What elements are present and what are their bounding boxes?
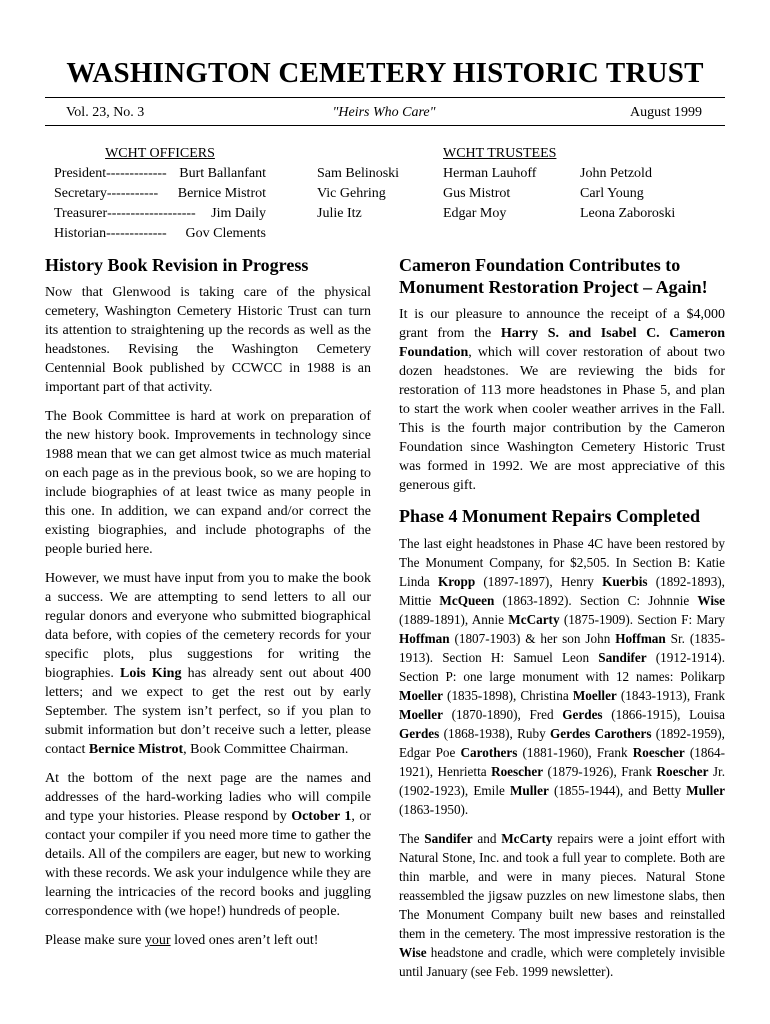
surname-bold: Roescher xyxy=(491,764,544,779)
trustee-name: Carl Young xyxy=(580,186,644,201)
history-p3-name-lois: Lois King xyxy=(120,666,182,681)
officer-row xyxy=(54,204,266,224)
trustee-name: Gus Mistrot xyxy=(443,186,511,201)
trustee-name: Edgar Moy xyxy=(443,206,507,221)
officer-leader: ----------- xyxy=(106,186,159,201)
cameron-foundation-name: Harry S. and Isabel C. Cameron Foundation xyxy=(399,326,725,360)
surname-bold: Wise xyxy=(697,593,725,608)
officer-leader: ------------- xyxy=(106,166,167,181)
trustee-name: Herman Lauhoff xyxy=(443,166,537,181)
trustees-header: WCHT TRUSTEES xyxy=(443,146,557,161)
masthead-rule-top xyxy=(45,97,725,98)
paragraph-text: (1889-1891), Annie xyxy=(399,612,509,627)
surname-bold: McCarty xyxy=(501,831,553,846)
history-p5-text: loved ones aren’t left out! xyxy=(170,933,319,948)
issue-motto xyxy=(66,104,702,122)
officer-name: Gov Clements xyxy=(185,226,266,241)
history-p3-text: However, we must have input from you to make the book a success. We are attempting to send letters to all our regular donors and everyone who submitted biographical data before, with copies of the cemetery records for your specific plots, plus suggestions for writing the biographies. xyxy=(45,571,371,681)
paragraph-text: (1868-1938), Ruby xyxy=(439,726,550,741)
history-p4-deadline: October 1 xyxy=(291,809,352,824)
paragraph-text: (1912-1914). Section P: one large monument with 12 names: Polikarp xyxy=(399,650,725,684)
history-paragraph-2: The Book Committee is hard at work on preparation of the new history book. Improvements in technology since 1988 mean that we can get almost twice as much material on each page as in the previous book, so we are hoping to include biographies of at least twice as many people in this one. In addition, we can expand and/or correct the existing biographies, and include photographs of the people buried here. xyxy=(45,409,371,557)
cameron-paragraph xyxy=(399,305,725,495)
issue-volume: Vol. 23, No. 3 xyxy=(66,105,145,120)
surname-bold: Moeller xyxy=(572,688,617,703)
paragraph-text: Jr. (1902-1923), Emile xyxy=(399,764,726,798)
masthead-rule-bottom xyxy=(45,125,725,126)
issue-info-row xyxy=(66,104,702,122)
surname-bold: McQueen xyxy=(439,593,495,608)
surname-bold: Moeller xyxy=(399,707,443,722)
history-p5-text: Please make sure xyxy=(45,933,145,948)
surname-bold: McCarty xyxy=(508,612,560,627)
trustee-name: Sam Belinoski xyxy=(317,166,400,181)
paragraph-text: (1863-1892). Section C: Johnnie xyxy=(494,593,698,608)
surname-bold: Moeller xyxy=(399,688,443,703)
officer-role: Historian xyxy=(54,226,107,241)
paragraph-text: (1892-1959), Edgar Poe xyxy=(399,726,725,760)
paragraph-text: (1863-1950). xyxy=(399,802,469,817)
paragraph-text: repairs were a joint effort with Natural Stone, Inc. and took a full year to complete. Both are thin marble, and were in many pieces. Natural Stone reassembled the jigsaw puzzles on new limestone slabs, then The Monument Company built new bases and reinstalled them in the cemetery. The most impressive restoration is the xyxy=(399,831,725,941)
masthead-title: WASHINGTON CEMETERY HISTORIC TRUST xyxy=(66,57,704,89)
history-paragraph-4 xyxy=(45,769,371,921)
trustees-column-3 xyxy=(580,164,675,224)
surname-bold: Muller xyxy=(509,783,549,798)
surname-bold: Roescher xyxy=(632,745,685,760)
surname-bold: Kuerbis xyxy=(602,574,648,589)
history-p5-underlined: your xyxy=(144,933,171,948)
history-article-title: History Book Revision in Progress xyxy=(45,255,309,275)
surname-bold: Roescher xyxy=(656,764,709,779)
right-column xyxy=(399,254,725,991)
officer-leader: ------------------- xyxy=(107,206,196,221)
officer-name: Bernice Mistrot xyxy=(177,186,266,201)
history-p3-name-bernice: Bernice Mistrot xyxy=(88,742,184,757)
paragraph-text: (1866-1915), Louisa xyxy=(602,707,725,722)
paragraph-text: (1870-1890), Fred xyxy=(442,707,563,722)
history-paragraph-3 xyxy=(45,569,371,759)
cameron-text: It is our pleasure to announce the receipt of a $4,000 grant from the xyxy=(399,307,725,341)
officer-row xyxy=(54,184,266,204)
paragraph-text: (1879-1926), Frank xyxy=(543,764,657,779)
surname-bold: Wise xyxy=(399,945,427,960)
phase4-paragraph-2 xyxy=(399,829,725,981)
paragraph-text: headstone and cradle, which were completely invisible until January (see Feb. 1999 newsletter). xyxy=(399,945,725,979)
history-paragraph-1: Now that Glenwood is taking care of the physical cemetery, Washington Cemetery Historic Trust can turn its attention to straightening up the records as well as the headstones. Revising the Washington Cemetery Centennial Book published by CCWCC in 1988 is an important part of that activity. xyxy=(45,285,371,395)
history-article xyxy=(45,254,371,960)
trustee-name: John Petzold xyxy=(580,166,652,181)
cameron-article-title: Cameron Foundation Contributes to Monument Restoration Project – Again! xyxy=(399,255,708,297)
surname-bold: Carothers xyxy=(460,745,518,760)
history-p3-text: , Book Committee Chairman. xyxy=(183,742,349,757)
trustees-column-2 xyxy=(443,164,536,224)
paragraph-text: (1855-1944), and Betty xyxy=(548,783,687,798)
surname-bold: Sandifer xyxy=(424,831,473,846)
surname-bold: Sandifer xyxy=(598,650,647,665)
paragraph-text: (1897-1897), Henry xyxy=(475,574,603,589)
paragraph-text: Sr. (1835-1913). Section H: Samuel Leon xyxy=(399,631,725,665)
officer-row xyxy=(54,164,266,184)
issue-motto-text: "Heirs Who Care" xyxy=(332,105,436,120)
surname-bold: Gerdes xyxy=(399,726,440,741)
officer-name: Jim Daily xyxy=(211,206,266,221)
paragraph-text: and xyxy=(472,831,502,846)
officer-leader: ------------- xyxy=(106,226,167,241)
surname-bold: Muller xyxy=(686,783,725,798)
paragraph-text: (1807-1903) & her son John xyxy=(449,631,616,646)
phase4-paragraph-1 xyxy=(399,534,725,819)
officer-role: Secretary xyxy=(54,186,107,201)
trustee-name: Vic Gehring xyxy=(317,186,386,201)
issue-date: August 1999 xyxy=(630,105,702,120)
surname-bold: Kropp xyxy=(438,574,476,589)
trustees-column-1 xyxy=(317,164,399,224)
history-p4-text: At the bottom of the next page are the names and addresses of the hard-working ladies who will compile and type your histories. Please respond by xyxy=(45,771,371,824)
trustee-name: Julie Itz xyxy=(317,206,362,221)
officers-header: WCHT OFFICERS xyxy=(105,146,215,161)
surname-bold: Hoffman xyxy=(615,631,666,646)
surname-bold: Gerdes Carothers xyxy=(549,726,652,741)
phase4-article-title: Phase 4 Monument Repairs Completed xyxy=(399,506,700,526)
paragraph-text: The last eight headstones in Phase 4C have been restored by The Monument Company, for $2,505. In Section B: Katie Linda xyxy=(399,536,725,589)
paragraph-text: (1881-1960), Frank xyxy=(517,745,633,760)
cameron-text: , which will cover restoration of about two dozen headstones. We are reviewing the bids for restoration of 113 more headstones in Phase 5, and plan to start the work when cooler weather arrives in the Fall. This is the fourth major contribution by the Cameron Foundation since Washington Cemetery Historic Trust was formed in 1992. We are most appreciative of this generous gift. xyxy=(399,345,725,493)
officer-name: Burt Ballanfant xyxy=(179,166,266,181)
paragraph-text: (1892-1893), Mittie xyxy=(399,574,725,608)
surname-bold: Gerdes xyxy=(562,707,603,722)
paragraph-text: (1835-1898), Christina xyxy=(442,688,573,703)
paragraph-text: (1864-1921), Henrietta xyxy=(399,745,725,779)
history-p3-text: has already sent out about 400 letters; and we expect to get the rest out by early September. The system isn’t perfect, so if you plan to submit information but don’t receive such a letter, please contact xyxy=(45,666,371,757)
surname-bold: Hoffman xyxy=(399,631,450,646)
paragraph-text: The xyxy=(399,831,425,846)
history-paragraph-5 xyxy=(45,931,371,950)
officers-block xyxy=(54,144,266,244)
trustee-name: Leona Zaboroski xyxy=(580,206,676,221)
officer-row xyxy=(54,224,266,244)
officer-role: Treasurer xyxy=(54,206,108,221)
history-p4-text: , or contact your compiler if you need more time to gather the details. All of the compilers are eager, but new to working with these records. We ask your indulgence while they are learning the intricacies of the record books and juggling correspondence with (we hope!) hundreds of people. xyxy=(45,809,371,919)
paragraph-text: (1875-1909). Section F: Mary xyxy=(559,612,725,627)
paragraph-text: (1843-1913), Frank xyxy=(616,688,725,703)
officer-role: President xyxy=(54,166,107,181)
